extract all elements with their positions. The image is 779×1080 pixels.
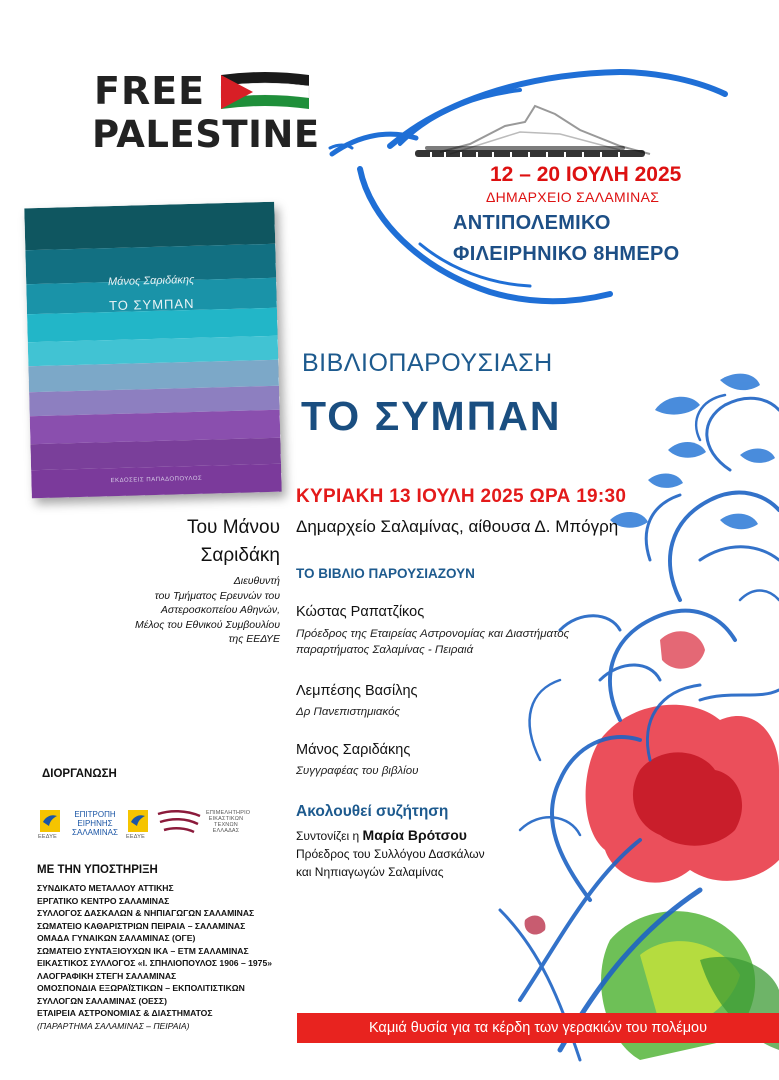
support-item: ΟΜΟΣΠΟΝΔΙΑ ΕΞΩΡΑΪΣΤΙΚΩΝ – ΕΚΠΟΛΙΤΙΣΤΙΚΩΝ [37, 983, 245, 993]
support-item: (ΠΑΡΑΡΤΗΜΑ ΣΑΛΑΜΙΝΑΣ – ΠΕΙΡΑΙΑ) [37, 1020, 190, 1031]
logo3-line: ΕΛΛΑΔΑΣ [212, 828, 240, 834]
festival-dates: 12 – 20 ΙΟΥΛΗ 2025 [490, 163, 682, 186]
book-author: Μάνος Σαριδάκης [107, 273, 195, 289]
chamber-logo-icon [156, 808, 202, 836]
festival-place: ΔΗΜΑΡΧΕΙΟ ΣΑΛΑΜΙΝΑΣ [486, 189, 660, 205]
event-location: Δημαρχείο Σαλαμίνας, αίθουσα Δ. Μπόγρη [296, 517, 619, 536]
discussion-line2: Πρόεδρος του Συλλόγου Δασκάλων [296, 847, 485, 861]
support-item: ΣΥΛΛΟΓΟΣ ΔΑΣΚΑΛΩΝ & ΝΗΠΙΑΓΩΓΩΝ ΣΑΛΑΜΙΝΑΣ [37, 908, 255, 918]
logo2-abbr: ΕΕΔΥΕ [126, 834, 145, 840]
moderator-prefix: Συντονίζει η [296, 829, 363, 843]
logo1-line: ΣΑΛΑΜΙΝΑΣ [72, 828, 118, 837]
support-item: ΣΥΛΛΟΓΩΝ ΣΑΛΑΜΙΝΑΣ (ΟΕΣΣ) [37, 995, 167, 1006]
presenter-role-line: Συγγραφέας του βιβλίου [296, 765, 419, 777]
discussion-moderator [296, 827, 467, 843]
presenter-name: Λεμπέσης Βασίλης [296, 683, 418, 699]
presenter-name: Κώστας Ραπατζίκος [296, 604, 425, 620]
free-palestine-logo [92, 66, 318, 160]
support-item: ΣΥΝΔΙΚΑΤΟ ΜΕΤΑΛΛΟΥ ΑΤΤΙΚΗΣ [37, 883, 174, 893]
logo-free-text: FREE [94, 69, 206, 113]
event-title: ΤΟ ΣΥΜΠΑΝ [301, 393, 562, 439]
festival-title-line1: ΑΝΤΙΠΟΛΕΜΙΚΟ [453, 212, 611, 234]
author-desc-line: Διευθυντή [233, 575, 280, 587]
author-desc-line: του Τμήματος Ερευνών του [154, 589, 280, 602]
author-name [187, 514, 280, 570]
presenter-role-line: παραρτήματος Σαλαμίνας - Πειραιά [296, 644, 474, 656]
presenters-heading: ΤΟ ΒΙΒΛΙΟ ΠΑΡΟΥΣΙΑΖΟΥΝ [296, 566, 475, 581]
book-publisher: ΕΚΔΟΣΕΙΣ ΠΑΠΑΔΟΠΟΥΛΟΣ [110, 475, 203, 485]
presenter-role-line: Δρ Πανεπιστημιακός [296, 706, 401, 718]
author-desc-line: Αστεροσκοπείου Αθηνών, [160, 604, 280, 616]
presenter-role [296, 626, 569, 658]
dove-logo-icon [38, 808, 62, 834]
festival-title-line2: ΦΙΛΕΙΡΗΝΙΚΟ 8ΗΜΕΡΟ [453, 243, 680, 265]
slogan-banner: Καμιά θυσία για τα κέρδη των γερακιών του πολέμου [297, 1013, 779, 1043]
dove-logo-icon [126, 808, 150, 834]
presenter-role-line: Πρόεδρος της Εταιρείας Αστρονομίας και Διαστήματος [296, 628, 570, 640]
logo3-line: ΕΠΙΜΕΛΗΤΗΡΙΟ [206, 810, 251, 816]
support-heading: ΜΕ ΤΗΝ ΥΠΟΣΤΗΡΙΞΗ [37, 864, 158, 876]
author-name-line1: Του Μάνου [186, 517, 280, 538]
organizers-heading: ΔΙΟΡΓΑΝΩΣΗ [42, 768, 117, 780]
author-name-line2: Σαριδάκη [200, 545, 280, 566]
discussion-line3: και Νηπιαγωγών Σαλαμίνας [296, 865, 444, 879]
logo-palestine-text: PALESTINE [92, 113, 320, 156]
support-list [37, 882, 272, 1032]
logo1-text [67, 810, 123, 837]
author-desc-line: της ΕΕΔΥΕ [228, 633, 280, 645]
presenter-role [296, 763, 418, 779]
logo1-abbr: ΕΕΔΥΕ [38, 834, 57, 840]
discussion-title: Ακολουθεί συζήτηση [296, 803, 449, 820]
support-item: ΟΜΑΔΑ ΓΥΝΑΙΚΩΝ ΣΑΛΑΜΙΝΑΣ (ΟΓΕ) [37, 933, 196, 943]
support-item: ΣΩΜΑΤΕΙΟ ΣΥΝΤΑΞΙΟΥΧΩΝ ΙΚΑ – ΕΤΜ ΣΑΛΑΜΙΝΑΣ [37, 945, 249, 956]
presenter-name: Μάνος Σαριδάκης [296, 742, 411, 758]
presenter-role [296, 704, 400, 720]
event-type: ΒΙΒΛΙΟΠΑΡΟΥΣΙΑΣΗ [302, 349, 553, 377]
support-item: ΕΡΓΑΤΙΚΟ ΚΕΝΤΡΟ ΣΑΛΑΜΙΝΑΣ [37, 895, 170, 906]
logo1-line: ΕΠΙΤΡΟΠΗ [74, 810, 116, 819]
palestine-flag-icon [219, 72, 311, 112]
author-desc-line: Μέλος του Εθνικού Συμβουλίου [134, 618, 280, 631]
logo3-text [206, 810, 251, 834]
event-datetime: ΚΥΡΙΑΚΗ 13 ΙΟΥΛΗ 2025 ΩΡΑ 19:30 [296, 486, 627, 507]
book-cover [24, 202, 282, 498]
support-item: ΕΤΑΙΡΕΙΑ ΑΣΤΡΟΝΟΜΙΑΣ & ΔΙΑΣΤΗΜΑΤΟΣ [37, 1008, 213, 1018]
logo3-line: ΕΙΚΑΣΤΙΚΩΝ [208, 816, 244, 822]
book-title: ΤΟ ΣΥΜΠΑΝ [108, 295, 195, 314]
author-description [80, 574, 280, 647]
logo1-line: ΕΙΡΗΝΗΣ [77, 819, 113, 828]
support-item: ΕΙΚΑΣΤΙΚΟΣ ΣΥΛΛΟΓΟΣ «Ι. ΣΠΗΛΙΟΠΟΥΛΟΣ 1906 – 1975» [37, 958, 273, 968]
moderator-name: Μαρία Βρότσου [362, 827, 467, 843]
support-item: ΛΑΟΓΡΑΦΙΚΗ ΣΤΕΓΗ ΣΑΛΑΜΙΝΑΣ [37, 970, 177, 981]
support-item: ΣΩΜΑΤΕΙΟ ΚΑΘΑΡΙΣΤΡΙΩΝ ΠΕΙΡΑΙΑ – ΣΑΛΑΜΙΝΑΣ [37, 920, 246, 931]
logo3-line: ΤΕΧΝΩΝ [214, 822, 238, 828]
